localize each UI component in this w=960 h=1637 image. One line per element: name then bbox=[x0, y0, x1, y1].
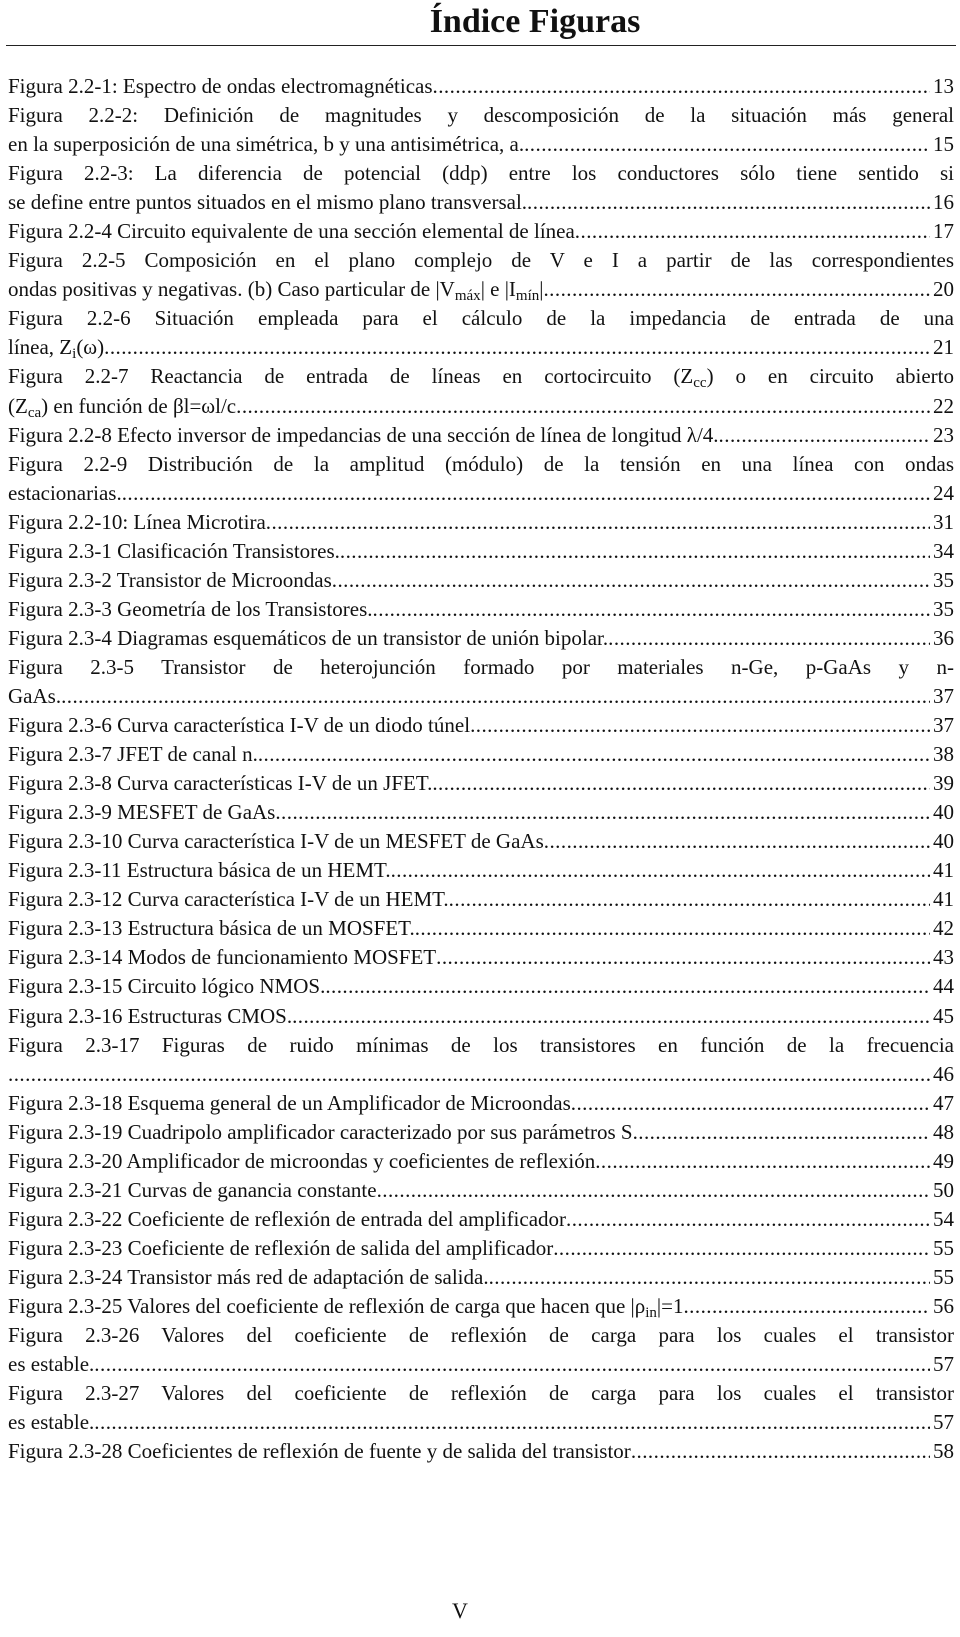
leader-dots bbox=[94, 1408, 930, 1437]
toc-page-number: 36 bbox=[933, 625, 954, 650]
toc-page-number: 37 bbox=[933, 683, 954, 708]
toc-entry-line: Figura 2.2-5 Composición en el plano complejo de V e I a partir de las correspondientes bbox=[8, 248, 954, 273]
toc-entry-text: Figura 2.3-15 Circuito lógico NMOS. bbox=[8, 974, 326, 999]
toc-entry-text: Figura 2.3-14 Modos de funcionamiento MOSFET bbox=[8, 945, 437, 970]
toc-entry-text: GaAs. bbox=[8, 683, 62, 708]
toc-entry[interactable] bbox=[8, 595, 954, 624]
toc-page-number: 21 bbox=[933, 335, 954, 360]
toc-entry[interactable] bbox=[8, 740, 954, 769]
toc-entry[interactable] bbox=[8, 304, 954, 362]
leader-dots bbox=[571, 1089, 930, 1118]
toc-entry-last-line bbox=[8, 188, 954, 217]
toc-entry[interactable] bbox=[8, 246, 954, 304]
leader-dots bbox=[122, 479, 930, 508]
toc-entry-text: Figura 2.3-18 Esquema general de un Amplificador de Microondas bbox=[8, 1090, 571, 1115]
toc-entry-last-line bbox=[8, 72, 954, 101]
toc-entry[interactable] bbox=[8, 885, 954, 914]
toc-entry-line: Figura 2.3-27 Valores del coeficiente de reflexión de carga para los cuales el transistor bbox=[8, 1381, 954, 1406]
toc-entry[interactable] bbox=[8, 508, 954, 537]
leader-dots bbox=[415, 914, 930, 943]
toc-entry-text: es estable. bbox=[8, 1352, 95, 1377]
leader-dots bbox=[575, 217, 930, 246]
toc-entry-text: Figura 2.2-4 Circuito equivalente de una sección elemental de línea bbox=[8, 219, 575, 244]
toc-entry[interactable] bbox=[8, 943, 954, 972]
toc-entry-last-line bbox=[8, 333, 954, 362]
toc-entry-text: Figura 2.3-25 Valores del coeficiente de reflexión de carga que hacen que $|\rho_{in}|=1$ bbox=[8, 1293, 684, 1321]
toc-page-number: 40 bbox=[933, 800, 954, 825]
toc-entry-last-line bbox=[8, 1147, 954, 1176]
toc-entry[interactable] bbox=[8, 1118, 954, 1147]
toc-page-number: 42 bbox=[933, 916, 954, 941]
toc-entry-text: Figura 2.3-28 Coeficientes de reflexión de fuente y de salida del transistor bbox=[8, 1439, 631, 1464]
toc-entry-last-line bbox=[8, 943, 954, 972]
leader-dots bbox=[633, 1118, 930, 1147]
leader-dots bbox=[433, 72, 930, 101]
toc-page-number: 47 bbox=[933, 1090, 954, 1115]
leader-dots bbox=[553, 1234, 930, 1263]
toc-entry[interactable] bbox=[8, 1089, 954, 1118]
toc-entry-text: Figura 2.3-9 MESFET de GaAs bbox=[8, 800, 276, 825]
toc-entry-last-line bbox=[8, 392, 954, 421]
leader-dots bbox=[258, 740, 930, 769]
toc-entry-text: $(Z_{ca})$ en función de βl=ωl/c bbox=[8, 393, 237, 421]
toc-entry[interactable] bbox=[8, 624, 954, 653]
toc-page-number: 37 bbox=[933, 713, 954, 738]
toc-page-number: 35 bbox=[933, 596, 954, 621]
toc-entry-last-line bbox=[8, 421, 954, 450]
toc-entry-last-line bbox=[8, 914, 954, 943]
leader-dots bbox=[432, 769, 930, 798]
toc-entry[interactable] bbox=[8, 856, 954, 885]
figure-index-list bbox=[8, 72, 954, 1466]
toc-page-number: 40 bbox=[933, 829, 954, 854]
toc-entry[interactable] bbox=[8, 1031, 954, 1089]
leader-dots bbox=[489, 1263, 930, 1292]
toc-entry-text: ondas positivas y negativas. (b) Caso particular de $|V_{máx}|$ e $|I_{mín}|$ bbox=[8, 277, 544, 305]
toc-entry-last-line bbox=[8, 275, 954, 304]
toc-page-number: 41 bbox=[933, 887, 954, 912]
leader-dots bbox=[8, 1060, 930, 1089]
toc-entry-line: Figura 2.3-26 Valores del coeficiente de reflexión de carga para los cuales el transistor bbox=[8, 1323, 954, 1348]
title-rule bbox=[6, 45, 956, 46]
leader-dots bbox=[566, 1205, 930, 1234]
toc-entry-line: Figura 2.2-7 Reactancia de entrada de líneas en cortocircuito $(Z_{cc})$ o en circuito abierto bbox=[8, 364, 954, 392]
toc-entry-last-line bbox=[8, 1089, 954, 1118]
toc-page-number: 22 bbox=[933, 393, 954, 418]
toc-entry-last-line bbox=[8, 769, 954, 798]
toc-entry[interactable] bbox=[8, 653, 954, 711]
leader-dots bbox=[449, 885, 930, 914]
toc-page-number: 55 bbox=[933, 1264, 954, 1289]
toc-entry-text: es estable. bbox=[8, 1410, 95, 1435]
toc-entry-last-line bbox=[8, 537, 954, 566]
toc-entry-text: Figura 2.3-22 Coeficiente de reflexión de entrada del amplificador bbox=[8, 1206, 567, 1231]
leader-dots bbox=[527, 188, 930, 217]
toc-entry-text: Figura 2.3-3 Geometría de los Transistores. bbox=[8, 596, 373, 621]
leader-dots bbox=[608, 624, 930, 653]
leader-dots bbox=[391, 856, 930, 885]
leader-dots bbox=[61, 682, 930, 711]
toc-entry[interactable] bbox=[8, 450, 954, 508]
toc-entry-last-line bbox=[8, 711, 954, 740]
toc-entry-last-line bbox=[8, 566, 954, 595]
leader-dots bbox=[236, 392, 930, 421]
toc-page-number: 16 bbox=[933, 190, 954, 215]
toc-page-number: 56 bbox=[933, 1293, 954, 1318]
toc-entry-last-line bbox=[8, 827, 954, 856]
toc-entry-last-line bbox=[8, 1350, 954, 1379]
toc-entry-line: Figura 2.2-2: Definición de magnitudes y descomposición de la situación más general bbox=[8, 103, 954, 128]
leader-dots bbox=[325, 972, 930, 1001]
page-title: Índice Figuras bbox=[429, 3, 641, 40]
toc-entry[interactable] bbox=[8, 711, 954, 740]
toc-page-number: 43 bbox=[933, 945, 954, 970]
toc-entry-last-line bbox=[8, 1263, 954, 1292]
toc-entry-last-line bbox=[8, 798, 954, 827]
toc-entry-last-line bbox=[8, 1292, 954, 1321]
toc-page-number: 45 bbox=[933, 1003, 954, 1028]
toc-entry[interactable] bbox=[8, 1234, 954, 1263]
toc-page-number: 50 bbox=[933, 1177, 954, 1202]
toc-entry[interactable] bbox=[8, 1437, 954, 1466]
toc-entry-last-line bbox=[8, 1408, 954, 1437]
leader-dots bbox=[683, 1292, 930, 1321]
toc-page-number: 35 bbox=[933, 567, 954, 592]
toc-entry[interactable] bbox=[8, 537, 954, 566]
toc-entry-last-line bbox=[8, 1205, 954, 1234]
toc-entry[interactable] bbox=[8, 1176, 954, 1205]
toc-entry-last-line bbox=[8, 624, 954, 653]
toc-entry-text: Figura 2.3-1 Clasificación Transistores. bbox=[8, 538, 340, 563]
toc-page-number: 49 bbox=[933, 1148, 954, 1173]
toc-entry-text: Figura 2.3-16 Estructuras CMOS. bbox=[8, 1003, 293, 1028]
toc-page-number: 39 bbox=[933, 771, 954, 796]
toc-entry-text: Figura 2.3-10 Curva característica I-V de un MESFET de GaAs bbox=[8, 829, 544, 854]
toc-entry-last-line bbox=[8, 972, 954, 1001]
toc-entry-line: Figura 2.2-3: La diferencia de potencial (ddp) entre los conductores sólo tiene sentido si bbox=[8, 161, 954, 186]
toc-entry-text: Figura 2.2-8 Efecto inversor de impedancias de una sección de línea de longitud λ/4. bbox=[8, 422, 719, 447]
toc-entry-last-line bbox=[8, 595, 954, 624]
toc-page-number: 13 bbox=[933, 74, 954, 98]
toc-page-number: 15 bbox=[933, 132, 954, 157]
toc-entry-last-line bbox=[8, 1234, 954, 1263]
toc-entry[interactable] bbox=[8, 1147, 954, 1176]
toc-entry-text: Figura 2.2-10: Línea Microtira bbox=[8, 509, 266, 534]
toc-page-number: 48 bbox=[933, 1119, 954, 1144]
toc-entry-text: Figura 2.3-2 Transistor de Microondas bbox=[8, 567, 332, 592]
toc-page-number: 17 bbox=[933, 219, 954, 244]
toc-entry[interactable] bbox=[8, 1205, 954, 1234]
leader-dots bbox=[524, 130, 930, 159]
toc-page-number: 34 bbox=[933, 538, 954, 563]
toc-page-number: 31 bbox=[933, 509, 954, 534]
leader-dots bbox=[332, 566, 930, 595]
leader-dots bbox=[266, 508, 930, 537]
toc-entry[interactable] bbox=[8, 798, 954, 827]
toc-page-number: 54 bbox=[933, 1206, 954, 1231]
leader-dots bbox=[292, 1002, 930, 1031]
toc-page-number: 38 bbox=[933, 742, 954, 767]
toc-entry-text: Figura 2.3-11 Estructura básica de un HEMT. bbox=[8, 858, 391, 883]
toc-entry-last-line bbox=[8, 217, 954, 246]
leader-dots bbox=[719, 421, 930, 450]
toc-entry[interactable] bbox=[8, 972, 954, 1001]
toc-entry-text: línea, $Z_i(\omega)$ bbox=[8, 335, 105, 363]
toc-page-number: 58 bbox=[933, 1439, 954, 1464]
toc-entry-text: Figura 2.3-4 Diagramas esquemáticos de un transistor de unión bipolar. bbox=[8, 625, 609, 650]
leader-dots bbox=[94, 1350, 930, 1379]
toc-entry-text: Figura 2.3-20 Amplificador de microondas y coeficientes de reflexión bbox=[8, 1148, 596, 1173]
toc-page-number: 23 bbox=[933, 422, 954, 447]
toc-entry-text: Figura 2.2-1: Espectro de ondas electromagnéticas bbox=[8, 74, 433, 98]
toc-entry-last-line bbox=[8, 1118, 954, 1147]
leader-dots bbox=[340, 537, 930, 566]
toc-entry[interactable] bbox=[8, 1263, 954, 1292]
leader-dots bbox=[377, 1176, 930, 1205]
toc-entry[interactable] bbox=[8, 1292, 954, 1321]
toc-entry[interactable] bbox=[8, 217, 954, 246]
toc-entry-last-line bbox=[8, 856, 954, 885]
toc-entry-line: Figura 2.3-5 Transistor de heterojunción formado por materiales n-Ge, p-GaAs y n- bbox=[8, 654, 954, 679]
toc-entry-last-line bbox=[8, 479, 954, 508]
toc-entry[interactable] bbox=[8, 566, 954, 595]
toc-page-number: 24 bbox=[933, 480, 954, 505]
leader-dots bbox=[470, 711, 930, 740]
toc-entry[interactable] bbox=[8, 159, 954, 217]
toc-entry-last-line bbox=[8, 885, 954, 914]
leader-dots bbox=[436, 943, 930, 972]
toc-entry[interactable] bbox=[8, 101, 954, 159]
toc-entry-text: Figura 2.3-23 Coeficiente de reflexión de salida del amplificador bbox=[8, 1235, 554, 1260]
toc-entry-text: se define entre puntos situados en el mismo plano transversal. bbox=[8, 190, 528, 215]
toc-page-number: 44 bbox=[933, 974, 954, 999]
toc-entry[interactable] bbox=[8, 1321, 954, 1379]
toc-entry-last-line bbox=[8, 740, 954, 769]
toc-entry-line: Figura 2.2-9 Distribución de la amplitud (módulo) de la tensión en una línea con ondas bbox=[8, 451, 954, 476]
toc-page-number: 57 bbox=[933, 1410, 954, 1435]
leader-dots bbox=[275, 798, 930, 827]
toc-entry[interactable] bbox=[8, 1379, 954, 1437]
leader-dots bbox=[631, 1437, 930, 1466]
toc-entry-last-line bbox=[8, 508, 954, 537]
toc-entry-text: Figura 2.3-12 Curva característica I-V de un HEMT. bbox=[8, 887, 449, 912]
toc-entry-last-line bbox=[8, 1060, 954, 1089]
toc-entry-last-line bbox=[8, 682, 954, 711]
toc-entry-text: Figura 2.3-19 Cuadripolo amplificador caracterizado por sus parámetros S bbox=[8, 1119, 633, 1144]
leader-dots bbox=[544, 827, 930, 856]
toc-entry-text: en la superposición de una simétrica, b y una antisimétrica, a. bbox=[8, 132, 525, 157]
toc-entry-line: Figura 2.3-17 Figuras de ruido mínimas de los transistores en función de la frecuencia bbox=[8, 1032, 954, 1057]
toc-entry-text: Figura 2.3-13 Estructura básica de un MOSFET. bbox=[8, 916, 415, 941]
toc-page-number: 41 bbox=[933, 858, 954, 883]
toc-entry-last-line bbox=[8, 130, 954, 159]
leader-dots bbox=[373, 595, 930, 624]
toc-entry[interactable] bbox=[8, 1002, 954, 1031]
leader-dots bbox=[104, 333, 930, 362]
toc-entry-line: Figura 2.2-6 Situación empleada para el cálculo de la impedancia de entrada de una bbox=[8, 306, 954, 331]
page-number-footer: V bbox=[452, 1598, 468, 1623]
toc-entry[interactable] bbox=[8, 914, 954, 943]
toc-entry[interactable] bbox=[8, 421, 954, 450]
toc-entry[interactable] bbox=[8, 769, 954, 798]
toc-page-number: 57 bbox=[933, 1352, 954, 1377]
toc-entry-last-line bbox=[8, 1176, 954, 1205]
toc-entry-text: estacionarias. bbox=[8, 480, 122, 505]
toc-entry-text: Figura 2.3-7 JFET de canal n. bbox=[8, 742, 258, 767]
toc-entry-last-line bbox=[8, 1002, 954, 1031]
toc-page-number: 46 bbox=[933, 1061, 954, 1086]
toc-page-number: 55 bbox=[933, 1235, 954, 1260]
toc-entry[interactable] bbox=[8, 827, 954, 856]
leader-dots bbox=[595, 1147, 930, 1176]
leader-dots bbox=[543, 275, 930, 304]
toc-page-number: 20 bbox=[933, 277, 954, 302]
toc-entry[interactable] bbox=[8, 362, 954, 420]
toc-entry-text: Figura 2.3-21 Curvas de ganancia constante bbox=[8, 1177, 377, 1202]
toc-entry-text: Figura 2.3-8 Curva características I-V de un JFET. bbox=[8, 771, 433, 796]
toc-entry-text: Figura 2.3-6 Curva característica I-V de un diodo túnel bbox=[8, 713, 471, 738]
toc-entry-last-line bbox=[8, 1437, 954, 1466]
toc-entry[interactable] bbox=[8, 72, 954, 101]
toc-entry-text: Figura 2.3-24 Transistor más red de adaptación de salida. bbox=[8, 1264, 489, 1289]
